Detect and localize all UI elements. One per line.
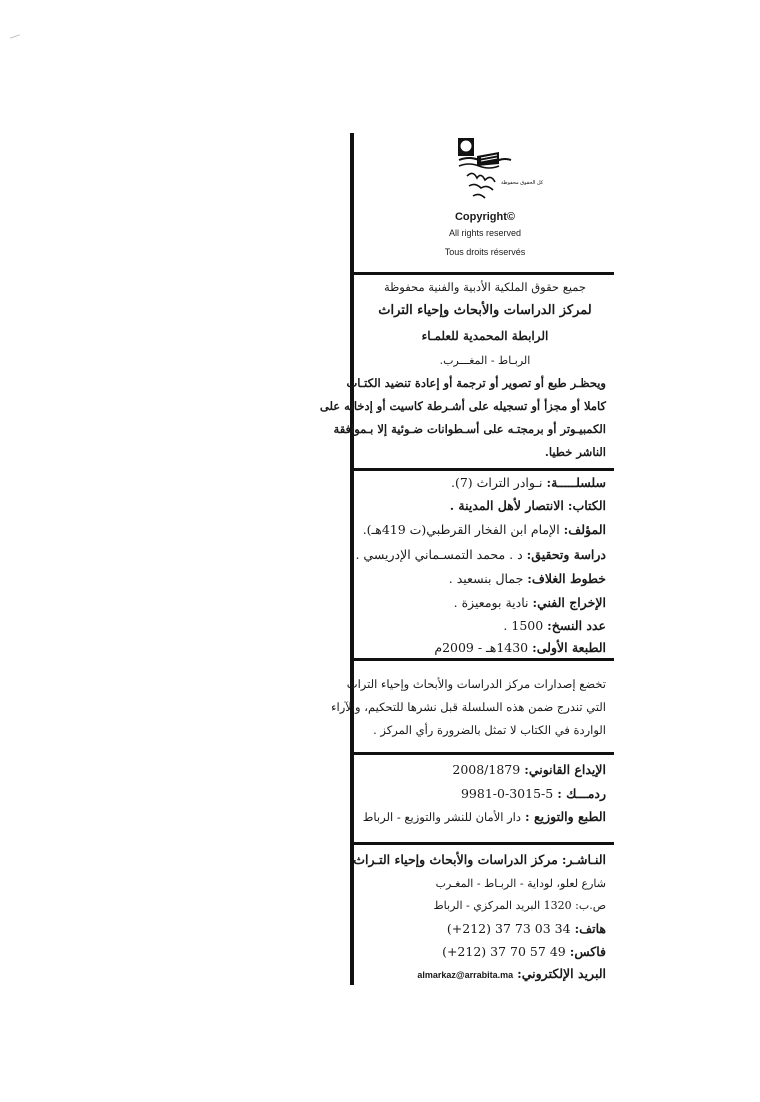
divider-4 — [350, 752, 614, 755]
phone-label: هاتف: — [574, 921, 606, 936]
publisher-pobox: ص.ب: 1320 البريد المركزي - الرباط — [433, 899, 606, 912]
publisher-street: شارع لعلو، لوداية - الربـاط - المغـرب — [435, 877, 606, 890]
publisher-row — [353, 852, 606, 868]
book-value: 1500 . — [503, 618, 544, 633]
publisher-section — [353, 846, 614, 986]
publisher-phone-row — [356, 921, 606, 937]
rights-line: كاملا أو مجزأ أو تسجيله على أشـرطة كاسيت أو إدخاله على — [319, 399, 606, 413]
book-row — [356, 640, 606, 656]
copyright-english: All rights reserved — [448, 228, 522, 238]
book-label: خطوط الغلاف: — [527, 571, 606, 586]
legal-value: 2008/1879 — [452, 762, 521, 777]
notice-line: تخضع إصدارات مركز الدراسات والأبحاث وإحياء التراث — [346, 677, 606, 691]
divider-3 — [350, 658, 614, 661]
rights-line: الربـاط - المغـــرب. — [439, 354, 531, 367]
notice-line: التي تندرج ضمن هذه السلسلة قبل نشرها للتحكيم، والآراء — [331, 700, 606, 714]
legal-label: الطبع والتوزيع : — [525, 809, 606, 824]
rights-line: الكمبيـوتر أو برمجتـه على أسـطوانات ضـوئية إلا بـموافقة — [333, 422, 606, 436]
book-label: عدد النسخ: — [547, 618, 606, 633]
publisher-logo — [455, 136, 544, 204]
book-value: 1430هـ - 2009م — [434, 640, 529, 655]
book-row — [356, 522, 606, 538]
publisher-email-row — [356, 966, 606, 983]
book-value: نـوادر التراث (7). — [450, 475, 543, 490]
book-value: الإمام ابن الفخار القرطبي(ت 419هـ). — [362, 522, 560, 537]
rights-line: الناشر خطيا. — [544, 445, 606, 459]
fax-number: 49 57 70 37 (212+) — [442, 944, 566, 959]
divider-1 — [350, 272, 614, 275]
book-row — [356, 595, 606, 611]
copyright-title: Copyright© — [454, 211, 516, 223]
book-row — [356, 475, 606, 491]
divider-2 — [350, 468, 614, 471]
book-label: الطبعة الأولى: — [532, 640, 606, 655]
phone-number: 34 03 73 37 (212+) — [446, 921, 571, 936]
book-label: الإخراج الفني: — [532, 595, 606, 610]
publisher-label: النـاشـر: — [561, 852, 606, 867]
book-details — [356, 472, 614, 657]
copyright-french: Tous droits réservés — [444, 247, 526, 257]
book-value: نادية بومعيزة . — [453, 595, 529, 610]
legal-row — [356, 786, 606, 802]
legal-value: 5-3015-0-9981 — [460, 786, 554, 801]
legal-section — [356, 756, 614, 838]
book-label: المؤلف: — [563, 522, 606, 537]
legal-value: دار الأمان للنشر والتوزيع - الرباط — [362, 810, 522, 824]
scan-mark — [10, 34, 20, 38]
book-row — [356, 547, 606, 563]
email-address[interactable]: almarkaz@arrabita.ma — [417, 970, 514, 980]
logo-text: كل الحقوق محفوظة — [501, 180, 544, 186]
notice-line: الواردة في الكتاب لا تمثل بالضرورة رأي المركز . — [373, 723, 606, 737]
book-row — [356, 618, 606, 634]
legal-label: ردمـــك : — [557, 786, 606, 801]
fax-label: فاكس: — [569, 944, 606, 959]
book-value: د . محمد التمسـماني الإدريسي . — [355, 547, 523, 562]
rights-line: الرابطة المحمدية للعلمـاء — [421, 329, 549, 343]
email-label: البريد الإلكتروني: — [517, 966, 606, 981]
publisher-name: مركز الدراسات والأبحاث وإحياء التـراث — [353, 852, 558, 867]
book-row — [356, 498, 606, 514]
rights-line: ويحظـر طبع أو تصوير أو ترجمة أو إعادة تنضيد الكتـاب — [346, 376, 606, 390]
book-label: دراسة وتحقيق: — [526, 547, 606, 562]
publisher-fax-row — [356, 944, 606, 960]
legal-row — [356, 762, 606, 778]
notice-section — [331, 664, 614, 744]
book-label: الكتاب: — [567, 498, 606, 513]
book-row — [356, 571, 606, 587]
rights-line: لمركز الدراسات والأبحاث وإحياء التراث — [378, 303, 592, 318]
divider-5 — [350, 842, 614, 845]
book-label: سلسلـــــة: — [546, 475, 606, 490]
book-value: الانتصار لأهل المدينة . — [449, 498, 564, 513]
rights-line: جميع حقوق الملكية الأدبية والفنية محفوظة — [383, 280, 587, 294]
rights-section — [319, 276, 614, 466]
legal-label: الإيداع القانوني: — [524, 762, 606, 777]
legal-row — [356, 809, 606, 825]
book-value: جمال بنسعيد . — [448, 571, 524, 586]
